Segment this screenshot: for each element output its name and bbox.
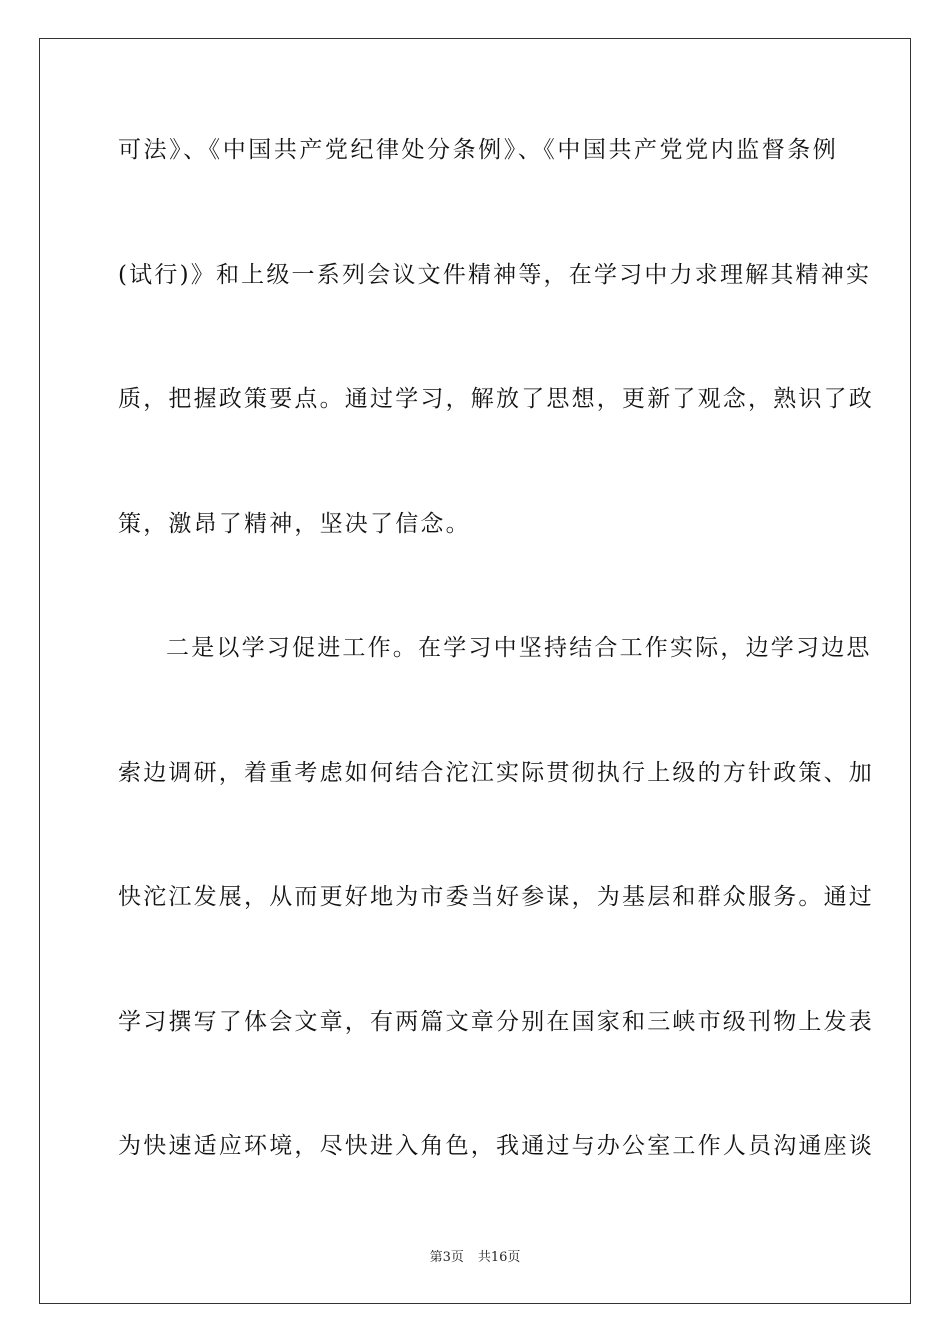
paragraph-line: 质，把握政策要点。通过学习，解放了思想，更新了观念，熟识了政 <box>118 386 874 412</box>
paragraph-line: 快沱江发展，从而更好地为市委当好参谋，为基层和群众服务。通过 <box>118 884 874 910</box>
page-number: 第3页 <box>429 1250 464 1265</box>
paragraph-line: 索边调研，着重考虑如何结合沱江实际贯彻执行上级的方针政策、加 <box>118 760 874 786</box>
paragraph-line: 为快速适应环境，尽快进入角色，我通过与办公室工作人员沟通座谈 <box>118 1133 874 1159</box>
paragraph-line: (试行)》和上级一系列会议文件精神等，在学习中力求理解其精神实 <box>118 262 872 288</box>
paragraph-first-line: 二是以学习促进工作。在学习中坚持结合工作实际，边学习边思 <box>166 635 872 661</box>
page-border <box>39 38 911 1304</box>
page-total: 共16页 <box>477 1250 521 1265</box>
page-footer <box>0 1249 950 1267</box>
paragraph-line: 学习撰写了体会文章，有两篇文章分别在国家和三峡市级刊物上发表 <box>118 1009 874 1035</box>
paragraph-line: 可法》、《中国共产党纪律处分条例》、《中国共产党党内监督条例 <box>118 137 838 163</box>
paragraph-line: 策，激昂了精神，坚决了信念。 <box>118 511 471 537</box>
